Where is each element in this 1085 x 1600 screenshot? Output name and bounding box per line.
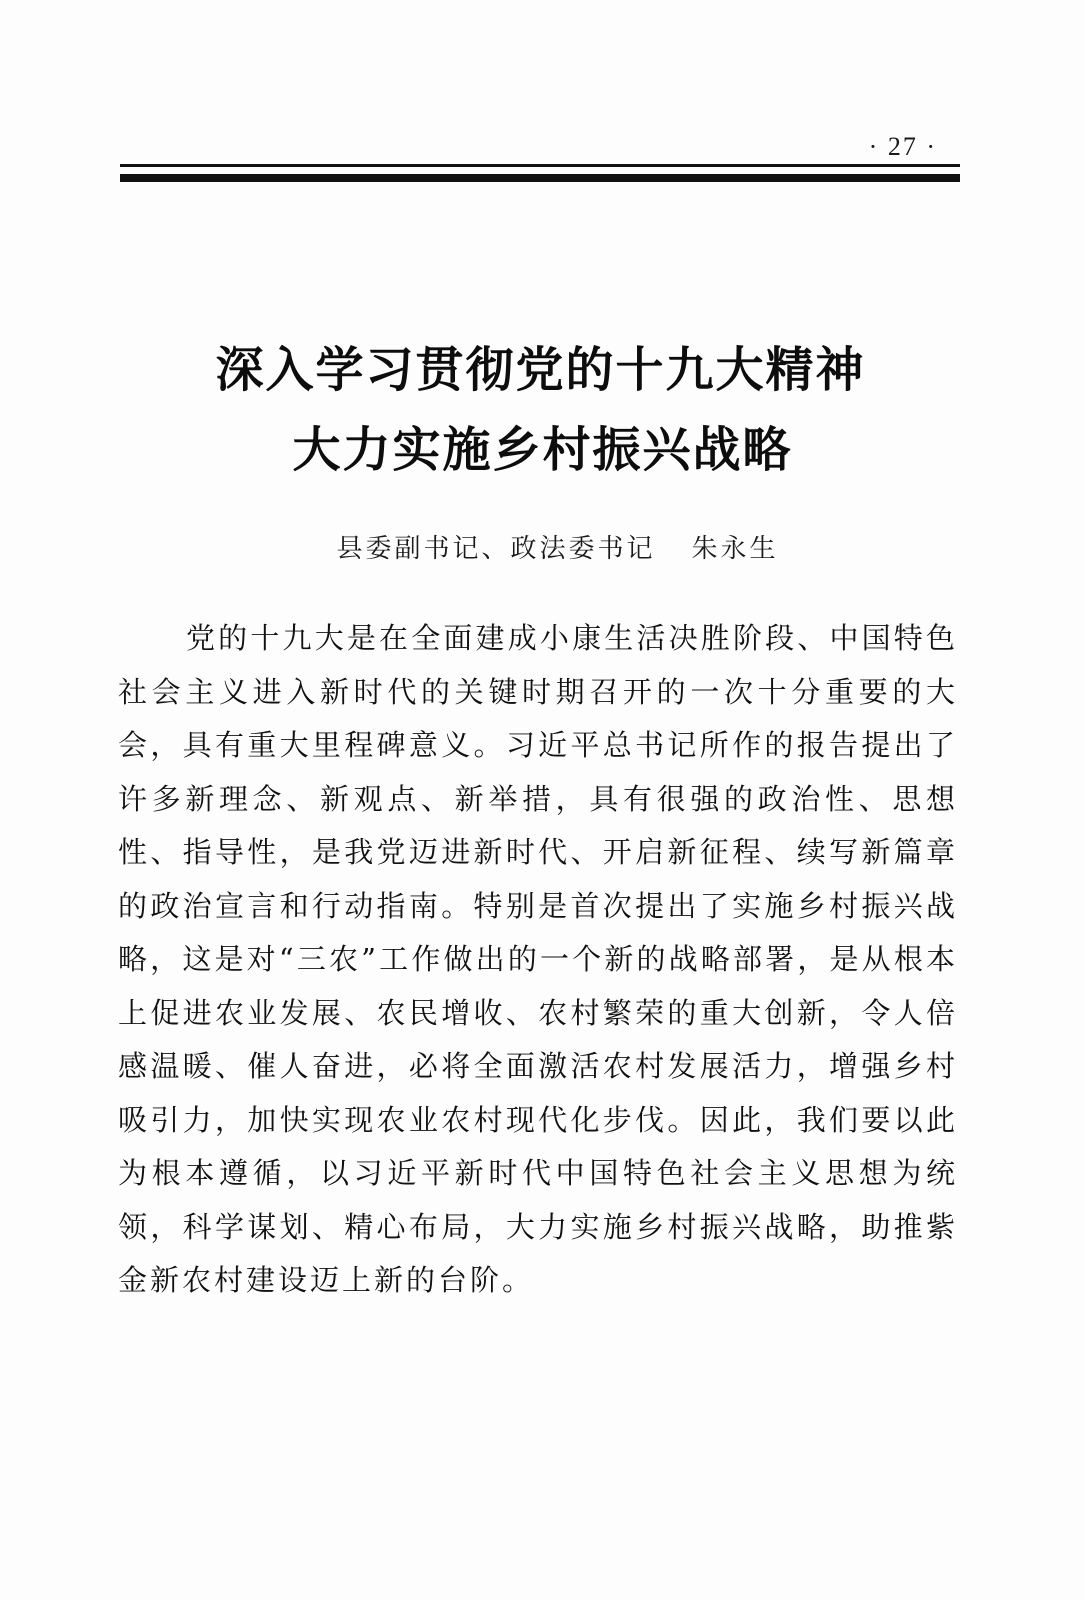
body-paragraph: 党的十九大是在全面建成小康生活决胜阶段、中国特色社会主义进入新时代的关键时期召开的一次十分重要的大会，具有重大里程碑意义。习近平总书记所作的报告提出了许多新理念、新观点、新举措，具有很强的政治性、思想性、指导性，是我党迈进新时代、开启新征程、续写新篇章的政治宣言和行动指南。特别是首次提出了实施乡村振兴战略，这是对“三农”工作做出的一个新的战略部署，是从根本上促进农业发展、农民增收、农村繁荣的重大创新，令人倍感温暖、催人奋进，必将全面激活农村发展活力，增强乡村吸引力，加快实现农业农村现代化步伐。因此，我们要以此为根本遵循，以习近平新时代中国特色社会主义思想为统领，科学谋划、精心布局，大力实施乡村振兴战略，助推紫金新农村建设迈上新的台阶。 <box>118 621 958 1297</box>
title-line-2: 大力实施乡村振兴战略 <box>292 422 793 478</box>
article-title <box>0 330 1085 490</box>
byline-author: 朱永生 <box>691 534 779 564</box>
title-line-1: 深入学习贯彻党的十九大精神 <box>215 342 866 398</box>
header-rule-thin <box>120 164 960 167</box>
header-rule-thick <box>120 174 960 182</box>
byline <box>0 528 1085 565</box>
byline-position: 县委副书记、政法委书记 <box>336 534 656 564</box>
page-number: · 27 · <box>868 132 937 161</box>
